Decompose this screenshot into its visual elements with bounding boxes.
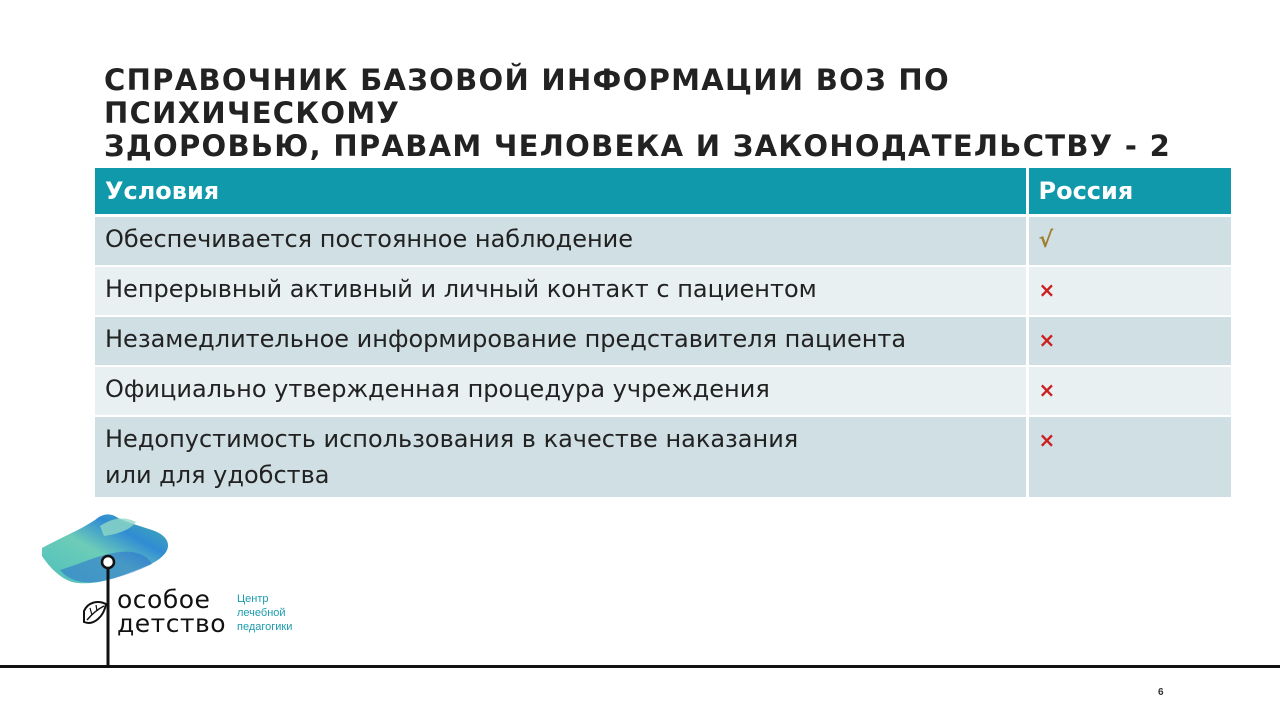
status-cell [1027, 366, 1231, 416]
condition-cell [95, 316, 1027, 366]
table-row [95, 216, 1231, 267]
slide-title-line-1: СПРАВОЧНИК БАЗОВОЙ ИНФОРМАЦИИ ВОЗ ПО ПСИХИЧЕСКОМУ [104, 63, 950, 130]
table-row [95, 366, 1231, 416]
logo-word-1: особое [117, 585, 211, 614]
status-cell [1027, 266, 1231, 316]
table-header-row [95, 168, 1231, 216]
condition-text: Обеспечивается постоянное наблюдение [105, 225, 634, 253]
condition-cell [95, 366, 1027, 416]
condition-cell [95, 416, 1027, 498]
condition-text: Непрерывный активный и личный контакт с пациентом [105, 275, 817, 303]
condition-text-continued: или для удобства [105, 461, 330, 489]
table-row [95, 416, 1231, 498]
slide-title [104, 64, 1204, 163]
logo-subtitle [237, 592, 292, 634]
condition-text: Недопустимость использования в качестве наказания [105, 425, 799, 453]
condition-text: Незамедлительное информирование представителя пациента [105, 325, 907, 353]
condition-cell [95, 216, 1027, 267]
cross-icon: × [1038, 278, 1056, 302]
status-cell [1027, 216, 1231, 267]
page-number: 6 [1158, 687, 1164, 698]
cross-icon: × [1038, 428, 1056, 452]
logo-word-2: детство [117, 609, 227, 638]
cross-icon: × [1038, 378, 1056, 402]
logo-sub-1: Центр [237, 593, 269, 605]
logo-sub-2: лечебной [237, 607, 286, 619]
brush-leaf-icon [42, 514, 168, 583]
leaf-icon [84, 602, 106, 623]
logo-sub-3: педагогики [237, 621, 293, 633]
footer-divider [0, 665, 1280, 668]
table-row [95, 266, 1231, 316]
cross-icon: × [1038, 328, 1056, 352]
header-conditions: Условия [95, 168, 1027, 216]
slide-title-line-2: ЗДОРОВЬЮ, ПРАВАМ ЧЕЛОВЕКА И ЗАКОНОДАТЕЛЬСТВУ - 2 [104, 129, 1172, 163]
conditions-table [95, 168, 1231, 499]
status-cell [1027, 316, 1231, 366]
header-russia: Россия [1027, 168, 1231, 216]
table-row [95, 316, 1231, 366]
condition-text: Официально утвержденная процедура учреждения [105, 375, 770, 403]
status-cell [1027, 416, 1231, 498]
logo-wordmark [117, 585, 227, 638]
check-icon: √ [1038, 228, 1054, 253]
condition-cell [95, 266, 1027, 316]
